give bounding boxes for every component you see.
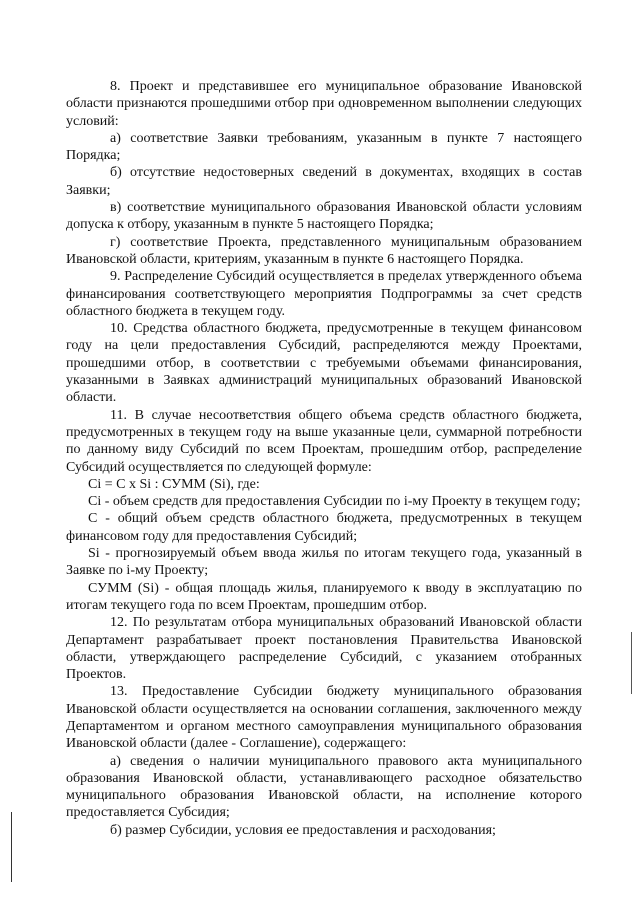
scan-edge-mark-left — [11, 812, 12, 882]
paragraph-8v: в) соответствие муниципального образования Ивановской области условиям допуска к отбору, указанным в пункте 5 настоящего Порядка; — [66, 200, 582, 233]
definition-summ: СУММ (Si) - общая площадь жилья, планируемого к вводу в эксплуатацию по итогам текущего года по всем Проектам, прошедшим отбор. — [66, 580, 582, 613]
paragraph-10: 10. Средства областного бюджета, предусмотренные в текущем финансовом году на цели предоставления Субсидий, распределяются между Проектами, прошедшими отбор, в соответствии с требуемыми объемами финансирования, указанными в Заявках администраций муниципальных образований Ивановской области. — [66, 321, 582, 406]
paragraph-13: 13. Предоставление Субсидии бюджету муниципального образования Ивановской области осуществляется на основании соглашения, заключенного между Департаментом и органом местного самоуправления муниципального образования Ивановской области (далее - Соглашение), содержащего: — [66, 684, 582, 752]
paragraph-8b: б) отсутствие недостоверных сведений в документах, входящих в состав Заявки; — [66, 165, 582, 198]
document-page — [66, 78, 582, 839]
paragraph-13b: б) размер Субсидии, условия ее предоставления и расходования; — [110, 822, 496, 838]
paragraph-9: 9. Распределение Субсидий осуществляется в пределах утвержденного объема финансирования соответствующего мероприятия Подпрограммы за счет средств областного бюджета в текущем году. — [66, 269, 582, 319]
scan-edge-mark-right — [631, 632, 632, 694]
paragraph-12: 12. По результатам отбора муниципальных образований Ивановской области Департамент разрабатывает проект постановления Правительства Ивановской области, утверждающего распределение Субсидий, с указанием отобранных Проектов. — [66, 615, 582, 683]
formula-line: Ci = C x Si : СУММ (Si), где: — [88, 476, 260, 492]
paragraph-11: 11. В случае несоответствия общего объема средств областного бюджета, предусмотренных в текущем году на выше указанные цели, суммарной потребности по данному виду Субсидий по всем Проектам, прошедшим отбор, распределение Субсидий осуществляется по следующей формуле: — [66, 407, 582, 475]
paragraph-8: 8. Проект и представившее его муниципальное образование Ивановской области признаются прошедшими отбор при одновременном выполнении следующих условий: — [66, 79, 582, 129]
definition-c: C - общий объем средств областного бюджета, предусмотренных в текущем финансовом году для предоставления Субсидий; — [66, 511, 582, 544]
definition-si: Si - прогнозируемый объем ввода жилья по итогам текущего года, указанный в Заявке по i-му Проекту; — [66, 546, 582, 579]
paragraph-13a: а) сведения о наличии муниципального правового акта муниципального образования Ивановской области, устанавливающего расходное обязательство муниципального образования Ивановской области, на исполнение которого предоставляется Субсидия; — [66, 753, 582, 821]
paragraph-8g: г) соответствие Проекта, представленного муниципальным образованием Ивановской области, критериям, указанным в пункте 6 настоящего Порядка. — [66, 234, 582, 267]
paragraph-8a: а) соответствие Заявки требованиям, указанным в пункте 7 настоящего Порядка; — [66, 130, 582, 164]
definition-ci: Ci - объем средств для предоставления Субсидии по i-му Проекту в текущем году; — [88, 494, 581, 510]
